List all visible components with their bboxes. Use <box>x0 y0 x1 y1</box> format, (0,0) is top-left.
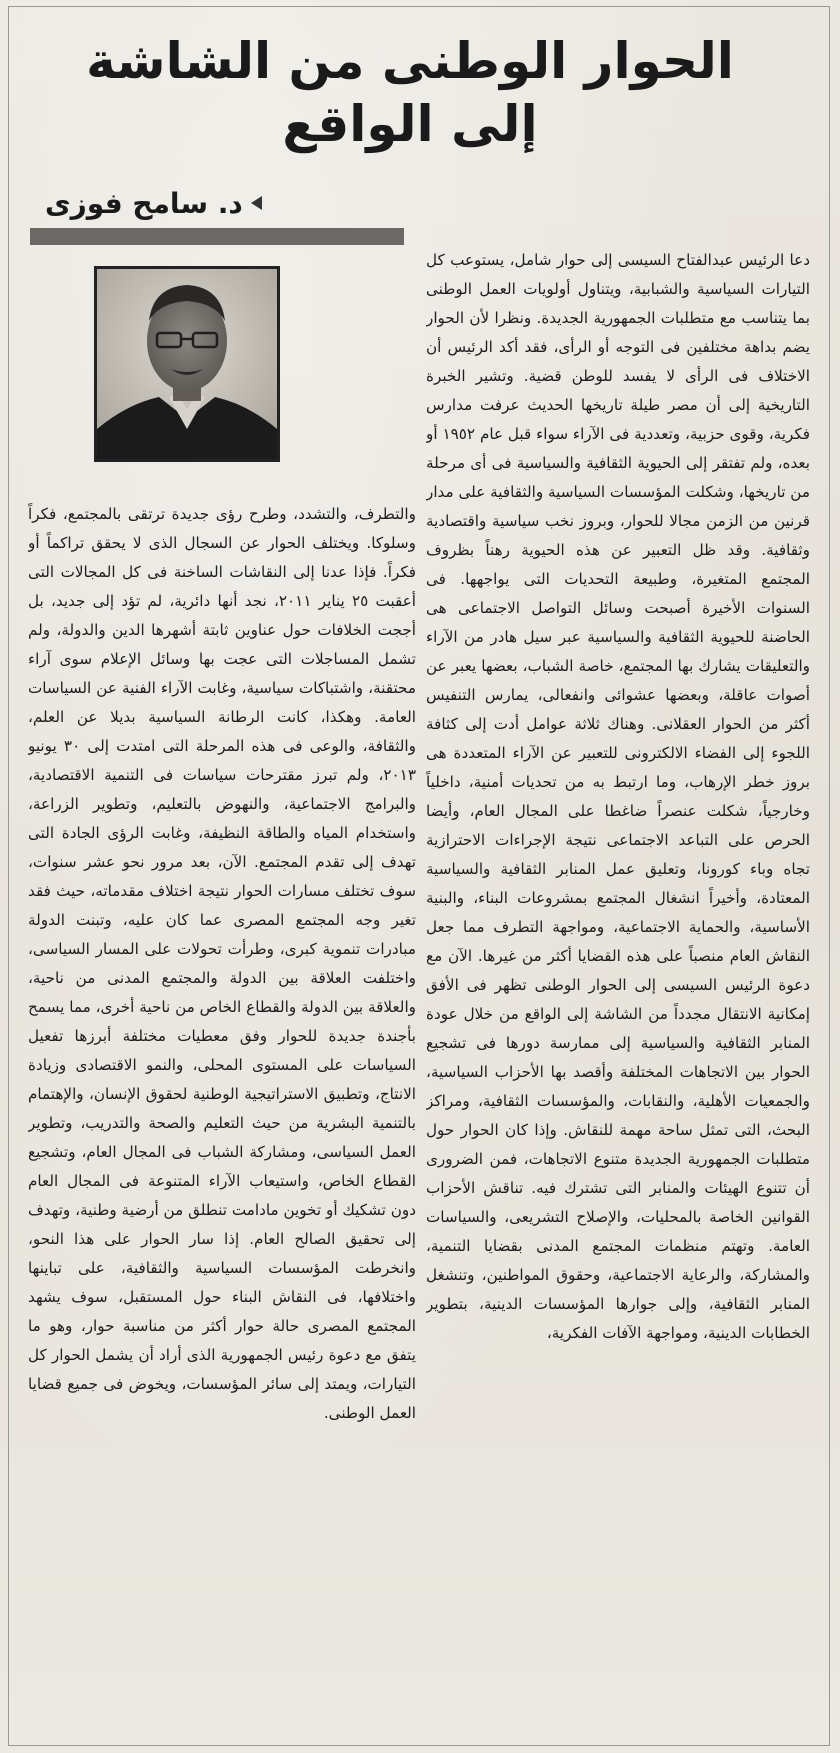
author-portrait-icon <box>97 269 277 459</box>
byline-divider <box>30 228 404 245</box>
headline: الحوار الوطنى من الشاشة إلى الواقع <box>86 32 734 153</box>
byline <box>45 183 305 223</box>
article-column-left <box>28 500 416 1736</box>
author-photo <box>94 266 280 462</box>
author-name: د. سامح فوزى <box>45 186 243 220</box>
column-left-text: والتطرف، والتشدد، وطرح رؤى جديدة ترتقى بالمجتمع، فكراً وسلوكا. ويختلف الحوار عن السجال الذى لا يحقق تراكماً أو فكراً. فإذا عدنا إلى النقاشات الساخنة فى كل المجالات التى أعقبت ٢٥ يناير ٢٠١١، نجد أنها دائرية، لم تؤد إلى جديد، بل أججت الخلافات حول عناوين ثابتة أشهرها الدين والدولة، ولم تشمل المساجلات التى عجت بها وسائل الإعلام سوى آراء محتقنة، واشتباكات سياسية، وغابت الآراء الفنية عن السياسات العامة. وهكذا، كانت الرطانة السياسية بديلا عن العلم، والثقافة، والوعى فى هذه المرحلة التى امتدت إلى ٣٠ يونيو ٢٠١٣، ولم تبرز مقترحات سياسات فى التنمية الاقتصادية، والبرامج الاجتماعية، والنهوض بالتعليم، وتطوير الزراعة، واستخدام المياه والطاقة النظيفة، وغابت الرؤى الجادة التى تهدف إلى تقدم المجتمع. الآن، بعد مرور نحو عشر سنوات، سوف تختلف مسارات الحوار نتيجة اختلاف مقدماته، حيث فقد تغير وجه المجتمع المصرى عما كان عليه، وتبنت الدولة مبادرات تنموية كبرى، وطرأت تحولات على المسار السياسى، واختلفت العلاقة بين الدولة والمجتمع المدنى من ناحية، والعلاقة بين الدولة والقطاع الخاص من ناحية أخرى، مما يسمح بأجندة جديدة للحوار وفق معطيات مختلفة أبرزها تفعيل السياسات على المستوى المحلى، والنمو الاقتصادى وزيادة الانتاج، وتطبيق الاستراتيجية الوطنية لحقوق الإنسان، والإهتمام بالتنمية البشرية من حيث التعليم والصحة والتدريب، وتطوير العمل السياسى، ومشاركة الشباب فى المجال العام، وتشجيع القطاع الخاص، واستيعاب الآراء المتنوعة فى المجال العام دون تشكيك أو تخوين مادامت تنطلق من أرضية وطنية، وتهدف إلى تحقيق الصالح العام. إذا سار الحوار على هذا النحو، وانخرطت المؤسسات السياسية والثقافية، على تباينها واختلافها، فى النقاش البناء حول المستقبل، سوف يشهد المجتمع المصرى حالة حوار أكثر من مناسبة حوار، وهو ما يتفق مع دعوة رئيس الجمهورية الذى أراد أن يشمل الحوار كل التيارات، ويمتد إلى سائر المؤسسات، ويخوض فى جميع قضايا العمل الوطنى. <box>28 505 416 1422</box>
byline-arrow-icon <box>251 196 262 210</box>
column-right-text: دعا الرئيس عبدالفتاح السيسى إلى حوار شامل، يستوعب كل التيارات السياسية والشبابية، ويتناول أولويات العمل الوطنى بما يتناسب مع متطلبات الجمهورية الجديدة. ونظرا لأن الحوار يضم بداهة مختلفين فى التوجه أو الرأى، فقد أكد الرئيس أن الاختلاف فى الرأى لا يفسد للوطن قضية. وتشير الخبرة التاريخية إلى أن مصر طيلة تاريخها الحديث عرفت مدارس فكرية، وقوى حزبية، وتعددية فى الآراء سواء قبل عام ١٩٥٢ أو بعده، ولم تفتقر إلى الحيوية الثقافية والسياسية فى أى مرحلة من تاريخها، وشكلت المؤسسات السياسية والثقافية على مدار قرنين من الزمن مجالا للحوار، وبروز نخب سياسية واقتصادية وثقافية. وقد ظل التعبير عن هذه الحيوية رهناً بظروف المجتمع المتغيرة، وطبيعة التحديات التى يواجهها. فى السنوات الأخيرة أصبحت وسائل التواصل الاجتماعى هى الحاضنة للحيوية الثقافية والسياسية عبر سيل هادر من الآراء والتعليقات يشارك بها المجتمع، خاصة الشباب، بعضها يعبر عن أصوات عاقلة، وبعضها عشوائى وانفعالى، يمارس التنفيس أكثر من الحوار العقلانى. وهناك ثلاثة عوامل أدت إلى كثافة اللجوء إلى الفضاء الالكترونى للتعبير عن الآراء المتعددة هى بروز خطر الإرهاب، وما ارتبط به من تحديات أمنية، داخلياً وخارجياً، شكلت عنصراً ضاغطا على المجال العام، وأيضا الحرص على التباعد الاجتماعى نتيجة الإجراءات الاحترازية تجاه وباء كورونا، وتعليق عمل المنابر الثقافية والسياسية المعتادة، وأخيراً انشغال المجتمع بمشروعات البناء، والبنية الأساسية، والحماية الاجتماعية، ومواجهة التطرف مما جعل النقاش العام منصباً على هذه القضايا أكثر من غيرها. الآن مع دعوة الرئيس السيسى إلى الحوار الوطنى تظهر فى الأفق إمكانية الانتقال مجدداً من الشاشة إلى الواقع من خلال عودة المنابر الثقافية والسياسية إلى ممارسة دورها فى تشجيع الحوار بين الاتجاهات المختلفة وأقصد بها الأحزاب السياسية، والجمعيات الأهلية، والنقابات، والمؤسسات الثقافية، ومراكز البحث، التى تمثل ساحة مهمة للنقاش. وإذا كان الحوار حول متطلبات الجمهورية الجديدة متنوع الاتجاهات، فمن الضرورى أن تتنوع الهيئات والمنابر التى تشترك فيه. تناقش الأحزاب القوانين الخاصة بالمحليات، والإصلاح التشريعى، والسياسات العامة. وتهتم منظمات المجتمع المدنى بقضايا التنمية، والمشاركة، والرعاية الاجتماعية، وحقوق المواطنين، وتنشغل المنابر الثقافية، وإلى جوارها المؤسسات الدينية، بتطوير الخطابات الدينية، ومواجهة الآفات الفكرية، <box>426 251 810 1342</box>
article-column-right <box>426 246 810 1736</box>
